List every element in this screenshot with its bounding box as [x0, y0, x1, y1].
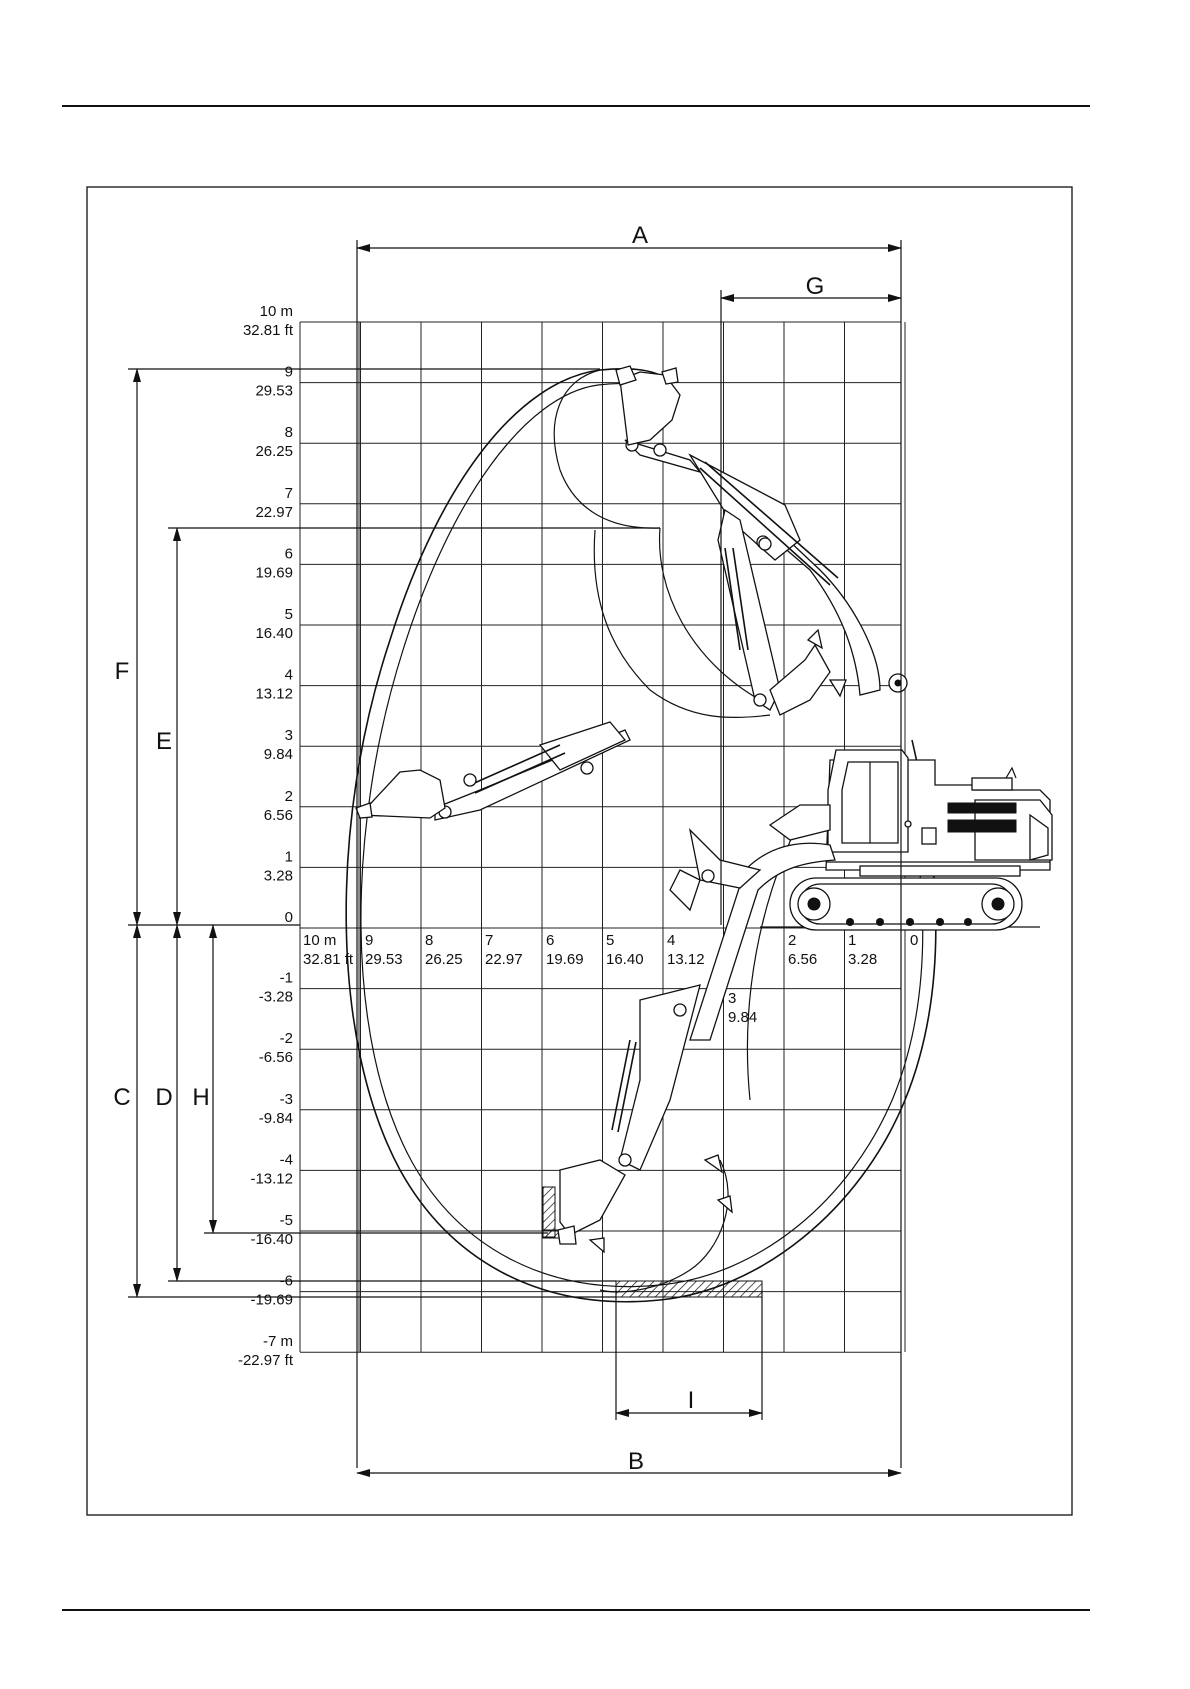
x-tick-label-ft: 26.25: [425, 951, 463, 968]
y-tick-label-m: 5: [284, 606, 293, 623]
y-tick-label-ft: 29.53: [255, 382, 293, 400]
y-tick-label-ft: -9.84: [258, 1109, 293, 1127]
y-tick-label-ft: -13.12: [250, 1170, 293, 1188]
y-tick-label-ft: -22.97 ft: [237, 1352, 293, 1370]
y-tick-label-ft: -16.40: [250, 1231, 293, 1248]
x-tick-label-ft: 19.69: [546, 951, 584, 968]
x-tick-label-m: 7: [485, 932, 494, 949]
x-tick-label-ft: 6.56: [788, 951, 818, 968]
y-tick-label-m: 1: [284, 848, 293, 866]
y-tick-label-m: 9: [284, 363, 293, 381]
x-tick-label-m: 10 m: [303, 932, 337, 949]
x-tick-label-ft: 29.53: [365, 951, 403, 968]
dim-label-e: E: [155, 728, 173, 755]
y-tick-label-ft: 13.12: [255, 685, 293, 703]
y-tick-label-ft: 26.25: [255, 443, 293, 461]
y-tick-label-ft: -3.28: [258, 988, 293, 1006]
y-tick-label-ft: 16.40: [255, 625, 293, 642]
y-tick-label-m: -5: [279, 1212, 293, 1229]
y-tick-label-ft: 6.56: [263, 806, 293, 824]
y-tick-label-ft: 3.28: [263, 867, 293, 885]
y-tick-label-m: 0: [284, 909, 293, 926]
dim-label-a: A: [631, 222, 649, 249]
x-tick-label-m: 8: [425, 932, 434, 949]
y-tick-label-m: 6: [284, 545, 293, 563]
boom-reach-pose: [356, 722, 630, 820]
y-tick-label-m: 4: [284, 666, 293, 684]
dim-label-i: I: [687, 1387, 695, 1414]
x-tick-label-m: 4: [667, 932, 676, 949]
x-tick-label-ft: 16.40: [606, 951, 644, 968]
y-tick-label-ft: 32.81 ft: [242, 322, 293, 339]
x-tick-label-m: 0: [910, 932, 919, 949]
excavator-machine: [790, 750, 1052, 930]
x-tick-label-ft: 22.97: [485, 951, 523, 968]
dim-label-d: D: [155, 1084, 173, 1111]
x-tick-label-ft: 13.12: [667, 951, 705, 968]
y-tick-label-m: 8: [284, 424, 293, 442]
y-tick-label-m: -3: [279, 1090, 293, 1108]
y-tick-label-m: -4: [279, 1151, 293, 1169]
x-axis-labels: [303, 932, 918, 1026]
boom-deep-pose: [558, 805, 835, 1252]
y-tick-label-ft: -19.69: [250, 1291, 293, 1309]
y-tick-label-m: 7: [284, 484, 293, 502]
x-tick-label-m: 2: [788, 932, 797, 949]
x-tick-label-m: 1: [848, 932, 857, 949]
x-tick-label-m: 9: [365, 932, 374, 949]
y-axis-labels: [238, 303, 294, 1369]
y-tick-label-m: 2: [284, 787, 293, 805]
x-tick-label-m: 6: [546, 932, 555, 949]
y-tick-label-m: -7 m: [263, 1333, 293, 1351]
x-tick-label-ft: 9.84: [728, 1009, 758, 1026]
dim-label-f: F: [114, 658, 130, 685]
y-tick-label-ft: 19.69: [255, 564, 293, 582]
y-tick-label-ft: -6.56: [258, 1049, 293, 1067]
y-tick-label-m: 10 m: [259, 303, 293, 320]
y-tick-label-ft: 22.97: [255, 503, 293, 521]
y-tick-label-m: -6: [279, 1272, 293, 1290]
digging-floor-hatch: [616, 1281, 762, 1297]
x-tick-label-ft: 3.28: [848, 951, 878, 968]
dim-label-h: H: [192, 1084, 210, 1111]
y-tick-label-m: 3: [284, 727, 293, 745]
dim-label-g: G: [805, 273, 825, 300]
x-tick-label-m: 5: [606, 932, 615, 949]
x-tick-label-m: 3: [728, 990, 737, 1007]
y-tick-label-m: -1: [279, 969, 293, 987]
x-tick-label-ft: 32.81 ft: [303, 951, 354, 968]
dim-label-c: C: [113, 1084, 131, 1111]
y-tick-label-ft: 9.84: [263, 746, 293, 764]
y-tick-label-m: -2: [279, 1030, 293, 1048]
dim-label-b: B: [627, 1448, 645, 1475]
